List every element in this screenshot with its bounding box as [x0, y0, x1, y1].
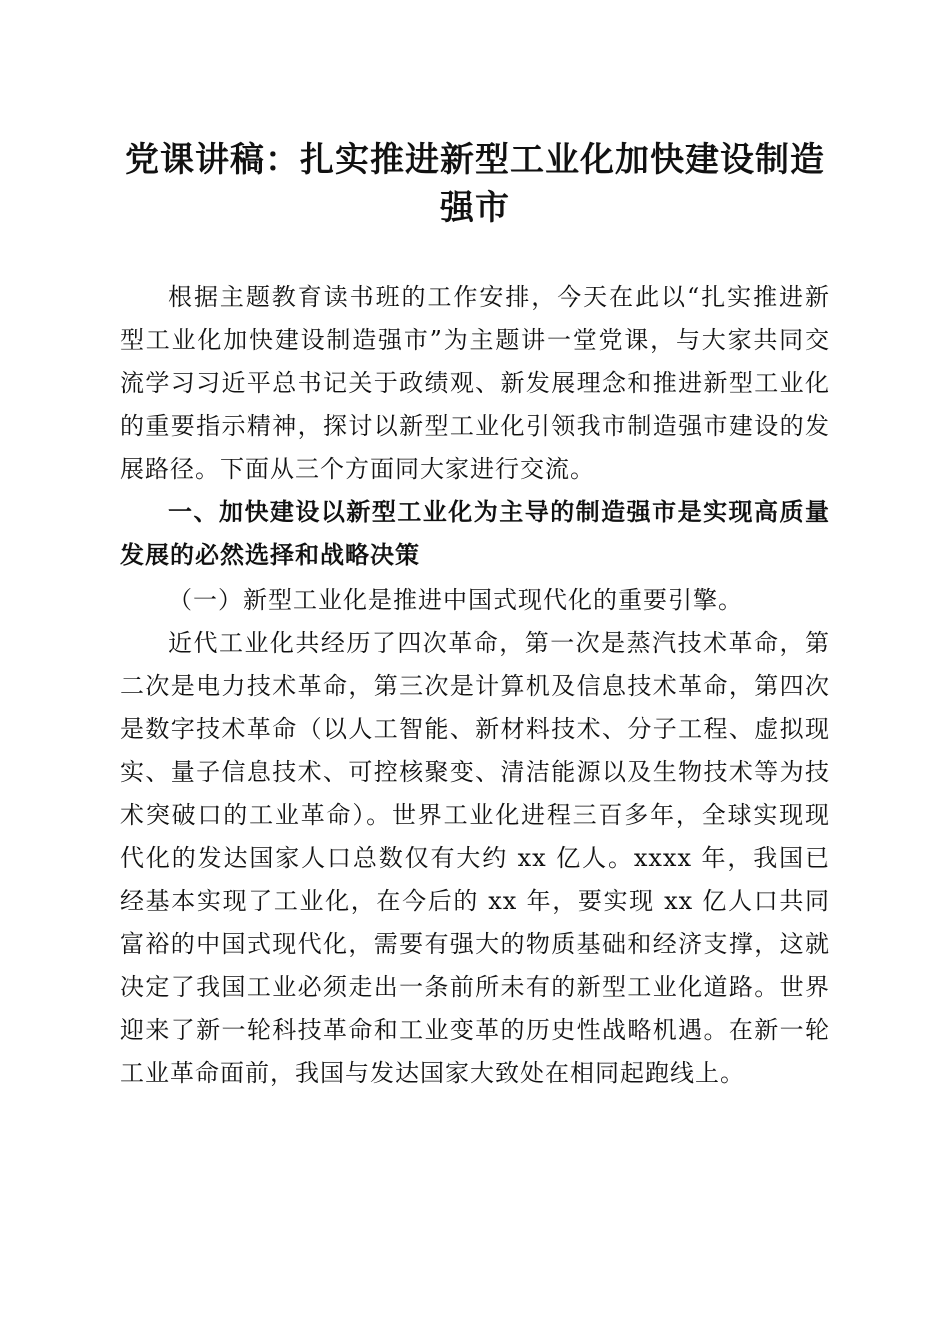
intro-paragraph: 根据主题教育读书班的工作安排，今天在此以“扎实推进新型工业化加快建设制造强市”为主题讲一堂党课，与大家共同交流学习习近平总书记关于政绩观、新发展理念和推进新型工业化的重要指示精神，探讨以新型工业化引领我市制造强市建设的发展路径。下面从三个方面同大家进行交流。: [120, 283, 830, 483]
section-heading-1: 一、加快建设以新型工业化为主导的制造强市是实现高质量发展的必然选择和战略决策: [120, 498, 830, 569]
document-title: [110, 136, 840, 232]
body-paragraph-1: 近代工业化共经历了四次革命，第一次是蒸汽技术革命，第二次是电力技术革命，第三次是计算机及信息技术革命，第四次是数字技术革命（以人工智能、新材料技术、分子工程、虚拟现实、量子信息技术、可控核聚变、清洁能源以及生物技术等为技术突破口的工业革命）。世界工业化进程三百多年，全球实现现代化的发达国家人口总数仅有大约 xx 亿人。xxxx 年，我国已经基本实现了工业化，在今后的 xx 年，要实现 xx 亿人口共同富裕的中国式现代化，需要有强大的物质基础和经济支撑，这就决定了我国工业必须走出一条前所未有的新型工业化道路。世界迎来了新一轮科技革命和工业变革的历史性战略机遇。在新一轮工业革命面前，我国与发达国家大致处在相同起跑线上。: [120, 629, 830, 1087]
document-title-line1: 党课讲稿：扎实推进新型工业化加快建设制造: [125, 140, 825, 180]
document-title-line2: 强市: [440, 188, 510, 228]
subsection-heading-1: （一）新型工业化是推进中国式现代化的重要引擎。: [168, 586, 743, 614]
document-body: [120, 276, 830, 1095]
